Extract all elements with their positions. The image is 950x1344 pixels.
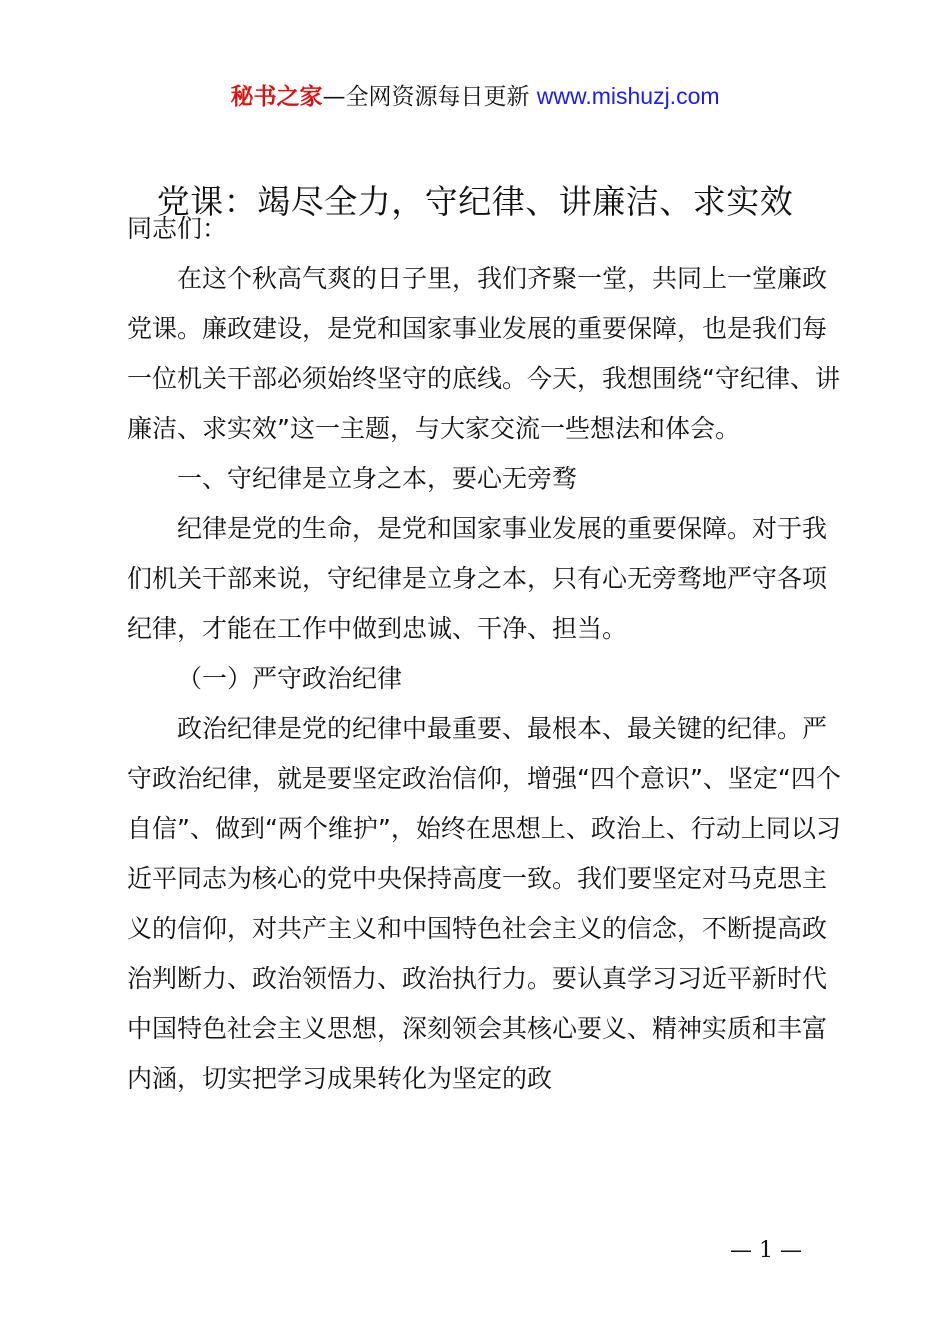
site-url-link[interactable]: www.mishuzj.com [536, 83, 720, 109]
site-banner [0, 80, 950, 113]
site-tagline: —全网资源每日更新 [322, 84, 537, 110]
paragraph-political-discipline: 政治纪律是党的纪律中最重要、最根本、最关键的纪律。严守政治纪律，就是要坚定政治信仰，增强“四个意识”、坚定“四个自信”、做到“两个维护”，始终在思想上、政治上、行动上同以习近平同志为核心的党中央保持高度一致。我们要坚定对马克思主义的信仰，对共产主义和中国特色社会主义的信念，不断提高政治判断力、政治领悟力、政治执行力。要认真学习习近平新时代中国特色社会主义思想，深刻领会其核心要义、精神实质和丰富内涵，切实把学习成果转化为坚定的政 [127, 714, 841, 1093]
site-brand: 秘书之家 [230, 84, 323, 110]
document-title: 党课：竭尽全力，守纪律、讲廉洁、求实效 [156, 182, 794, 221]
document-body [127, 204, 847, 1104]
page-number: — 1 — [730, 1238, 802, 1263]
paragraph-discipline: 纪律是党的生命，是党和国家事业发展的重要保障。对于我们机关干部来说，守纪律是立身之本，只有心无旁骛地严守各项纪律，才能在工作中做到忠诚、干净、担当。 [127, 514, 828, 643]
subsection-heading-1: （一）严守政治纪律 [177, 664, 403, 693]
section-heading-1: 一、守纪律是立身之本，要心无旁骛 [177, 464, 578, 493]
salutation: 同志们： [127, 214, 228, 243]
paragraph-intro: 在这个秋高气爽的日子里，我们齐聚一堂，共同上一堂廉政党课。廉政建设，是党和国家事业发展的重要保障，也是我们每一位机关干部必须始终坚守的底线。今天，我想围绕“守纪律、讲廉洁、求实效”这一主题，与大家交流一些想法和体会。 [127, 264, 840, 443]
